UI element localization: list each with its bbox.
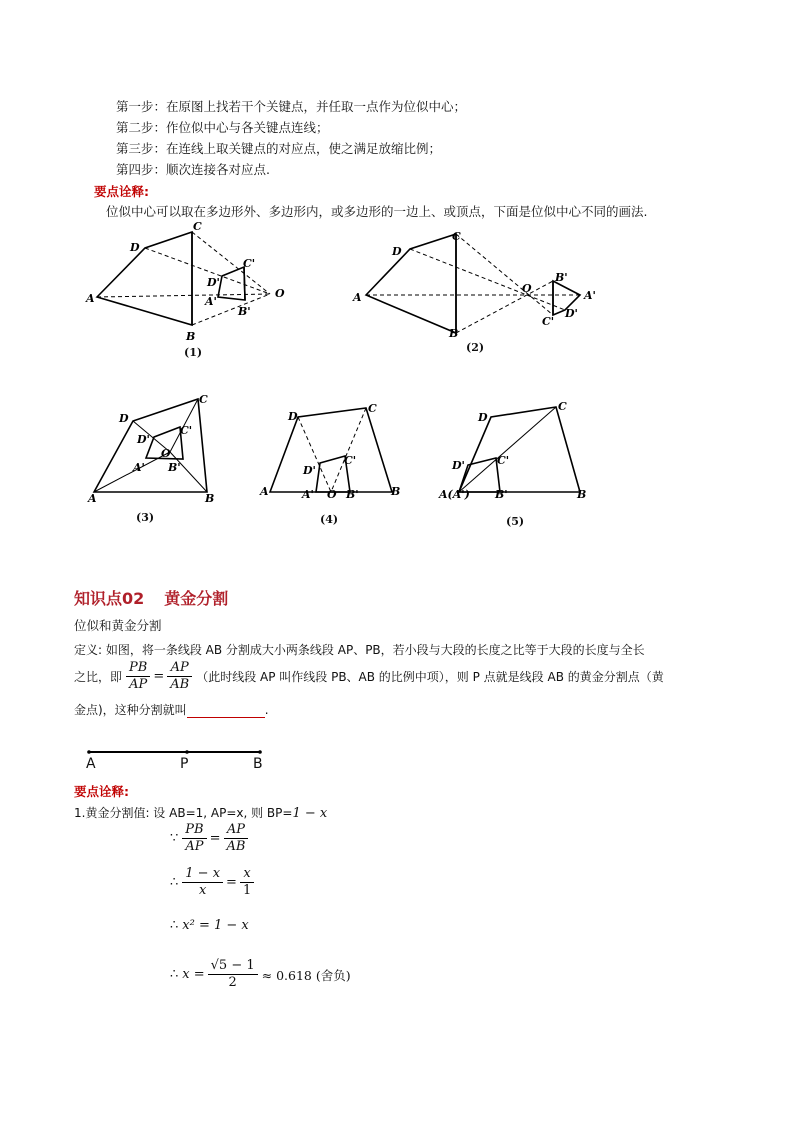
equals: = — [153, 668, 165, 684]
label-B-prime: B' — [168, 461, 181, 474]
point-P: P — [180, 756, 189, 772]
derivation-step-4: ∴ x = $\frac{√5 - 1}{2}$ ≈ 0.618 (舍负) — [170, 958, 351, 990]
label-B: B — [577, 488, 587, 501]
label-C-prime: C' — [344, 454, 357, 467]
label-D: D — [288, 410, 298, 423]
section-number: 知识点02 — [74, 589, 145, 608]
caption-figure-1: (1) — [184, 346, 203, 359]
caption-figure-5: (5) — [506, 515, 525, 528]
section-name: 黄金分割 — [164, 589, 229, 608]
note-heading: 要点诠释: — [94, 184, 149, 199]
label-O: O — [327, 488, 337, 501]
label-B: B — [449, 327, 459, 340]
label-B: B — [391, 485, 401, 498]
label-A-prime: A' — [584, 289, 596, 302]
note-text: 位似中心可以取在多边形外、多边形内，或多边形的一边上、或顶点，下面是位似中心不同的画法. — [106, 204, 648, 219]
label-A: A — [260, 485, 269, 498]
label-B: B — [186, 330, 196, 343]
point-A: A — [86, 756, 96, 772]
label-D: D — [392, 245, 402, 258]
label-A-prime: A' — [302, 488, 314, 501]
golden-value-line: 1.黄金分割值: 设 AB=1, AP=x, 则 BP=1 − x — [74, 806, 328, 821]
label-C-prime: C' — [542, 315, 555, 328]
label-B-prime: B' — [346, 488, 359, 501]
ratio-PB-AP: $\frac{PB}{AP}$ — [126, 660, 150, 693]
label-D: D — [478, 411, 488, 424]
label-A: A — [353, 291, 362, 304]
label-D-prime: D' — [207, 276, 220, 289]
label-A: A — [88, 492, 97, 505]
derivation-step-3: ∴ x² = 1 − x — [170, 918, 249, 933]
label-O: O — [522, 282, 532, 295]
step-2: 第二步：作位似中心与各关键点连线； — [116, 120, 329, 135]
section-subtitle: 位似和黄金分割 — [74, 618, 162, 633]
label-A-A-prime: A(A') — [439, 488, 470, 501]
label-C: C — [199, 393, 208, 406]
step-1: 第一步：在原图上找若干个关键点，并任取一点作为位似中心； — [116, 99, 467, 114]
label-D: D — [130, 241, 140, 254]
label-C: C — [558, 400, 567, 413]
derivation-step-2: ∴ $\frac{1 - x}{x}$ = $\frac{x}{1}$ — [170, 866, 254, 899]
label-C: C — [452, 230, 461, 243]
label-C-prime: C' — [243, 257, 256, 270]
label-B-prime: B' — [238, 305, 251, 318]
caption-figure-4: (4) — [320, 513, 339, 526]
caption-figure-3: (3) — [136, 511, 155, 524]
label-B: B — [205, 492, 215, 505]
definition-line-2 — [74, 656, 664, 696]
definition-line-1: 定义: 如图，将一条线段 AB 分割成大小两条线段 AP、PB，若小段与大段的长度之比等于大段的长度与全长 — [74, 643, 645, 657]
label-A-prime: A' — [133, 461, 145, 474]
def-suffix: （此时线段 AP 叫作线段 PB、AB 的比例中项），则 P 点就是线段 AB 的黄金分割点（黄 — [196, 669, 664, 684]
figure-3 — [94, 399, 207, 492]
definition-line-3: 金点)，这种分割就叫 . — [74, 703, 269, 717]
ratio-AP-AB: $\frac{AP}{AB}$ — [167, 660, 192, 693]
note2-heading: 要点诠释: — [74, 784, 129, 799]
caption-figure-2: (2) — [466, 341, 485, 354]
label-O: O — [275, 287, 285, 300]
derivation-step-1: ∵ $\frac{PB}{AP}$ = $\frac{AP}{AB}$ — [170, 822, 248, 855]
label-O: O — [161, 447, 171, 460]
homothety-figures — [0, 215, 794, 535]
label-B-prime: B' — [555, 271, 568, 284]
point-B: B — [253, 756, 263, 772]
label-C-prime: C' — [497, 454, 510, 467]
label-A-prime: A' — [205, 295, 217, 308]
label-D-prime: D' — [137, 433, 150, 446]
label-C: C — [368, 402, 377, 415]
label-D-prime: D' — [565, 307, 578, 320]
label-A: A — [86, 292, 95, 305]
section-title — [74, 586, 228, 609]
step-3: 第三步：在连线上取关键点的对应点，使之满足放缩比例； — [116, 141, 442, 156]
label-D-prime: D' — [303, 464, 316, 477]
step-4: 第四步：顺次连接各对应点. — [116, 162, 270, 177]
label-D-prime: D' — [452, 459, 465, 472]
answer-blank[interactable] — [187, 703, 265, 718]
label-C-prime: C' — [180, 424, 193, 437]
label-D: D — [119, 412, 129, 425]
label-B-prime: B' — [495, 488, 508, 501]
def-prefix: 之比，即 — [74, 669, 123, 684]
label-C: C — [193, 220, 202, 233]
